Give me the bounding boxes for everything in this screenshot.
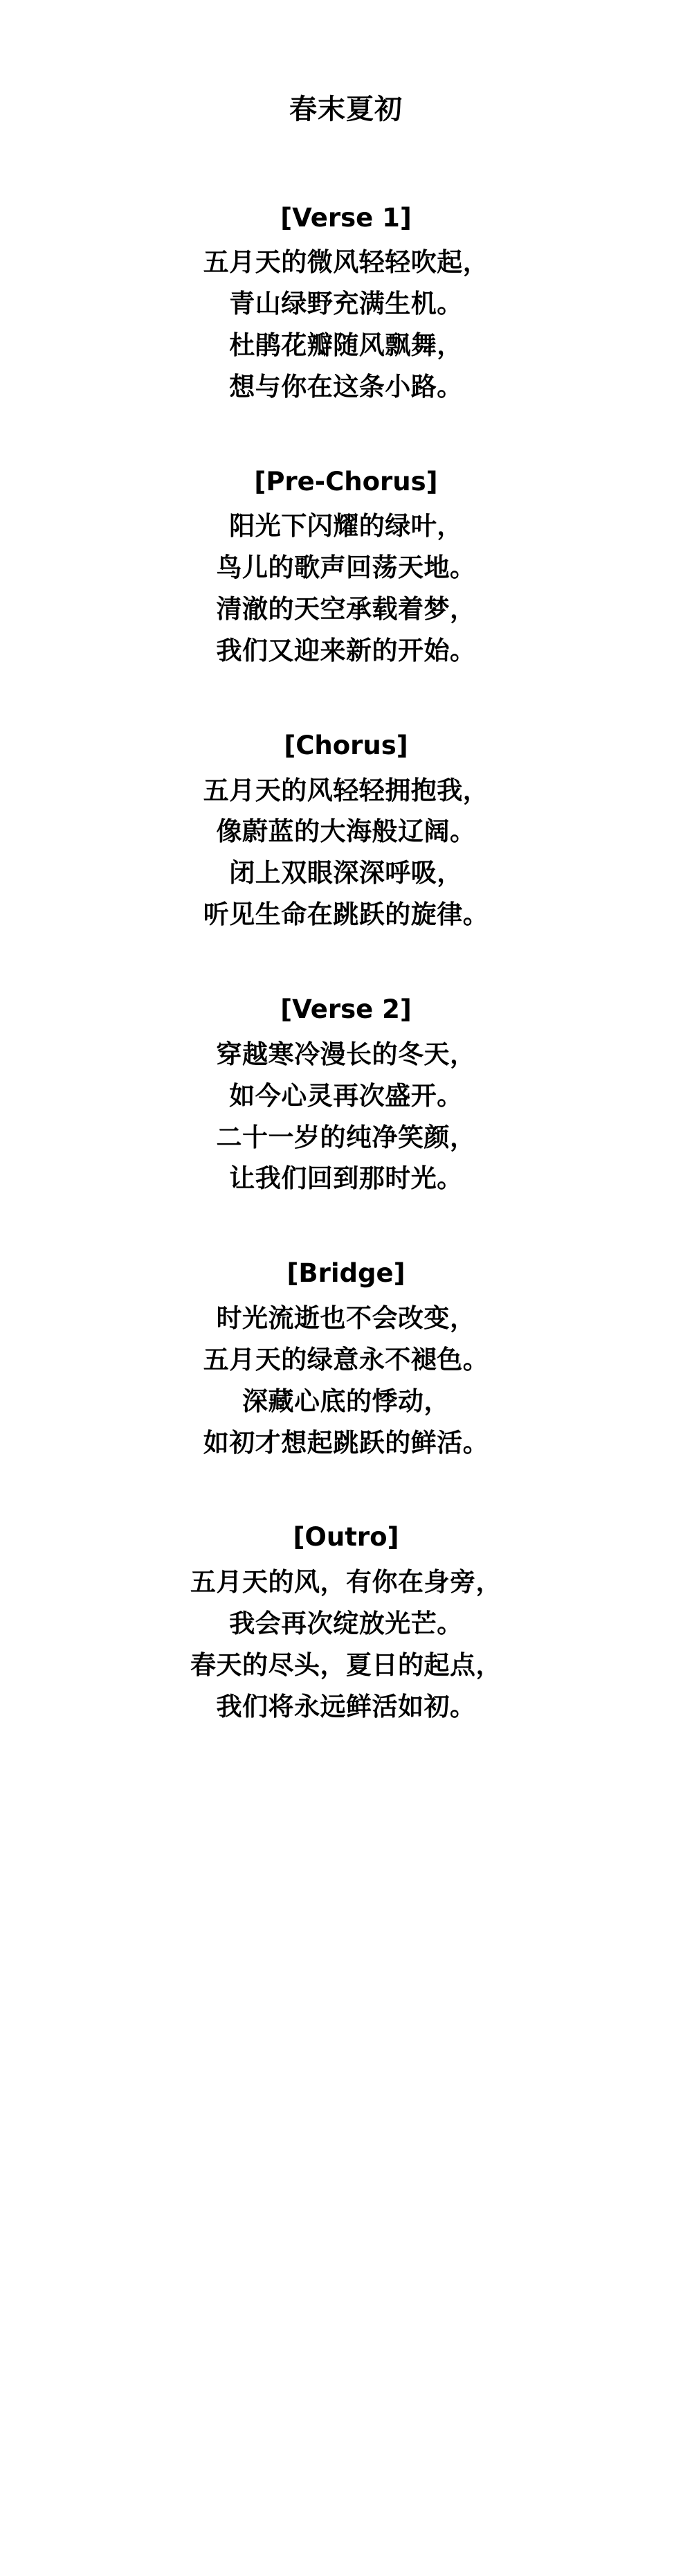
lyric-line: 我会再次绽放光芒。: [229, 1608, 463, 1638]
lyric-line: 时光流逝也不会改变，: [216, 1303, 476, 1333]
lyric-line: 清澈的天空承载着梦，: [216, 594, 476, 625]
lyrics-section: [42, 990, 650, 1199]
lyric-line: 阳光下闪耀的绿叶，: [229, 511, 463, 542]
lyric-line: 穿越寒冷漫长的冬天，: [216, 1039, 476, 1069]
lyric-line: 我们将永远鲜活如初。: [216, 1691, 476, 1721]
lyric-line: 像蔚蓝的大海般辽阔。: [216, 816, 476, 847]
lyric-line: 杜鹃花瓣随风飘舞，: [229, 330, 463, 361]
lyrics-body: [42, 198, 650, 1728]
lyric-line: 如今心灵再次盛开。: [229, 1080, 463, 1111]
section-label: [Verse 2]: [280, 994, 412, 1025]
lyric-line: 青山绿野充满生机。: [229, 289, 463, 319]
lyric-line: 五月天的微风轻轻吹起，: [203, 247, 489, 278]
lyric-line: 五月天的风，有你在身旁，: [190, 1566, 502, 1597]
section-label: [Chorus]: [284, 731, 408, 761]
lyric-line: 闭上双眼深深呼吸，: [229, 858, 463, 888]
lyrics-section: [42, 198, 650, 408]
lyric-line: 春天的尽头，夏日的起点，: [190, 1649, 502, 1680]
lyrics-section: [42, 1253, 650, 1463]
lyrics-section: [42, 1517, 650, 1727]
lyric-line: 如初才想起跳跃的鲜活。: [203, 1427, 489, 1458]
lyric-line: 五月天的绿意永不褪色。: [203, 1344, 489, 1375]
lyric-line: 想与你在这条小路。: [229, 372, 463, 402]
lyric-line: 我们又迎来新的开始。: [216, 636, 476, 666]
section-label: [Bridge]: [286, 1258, 406, 1289]
page-title: 春末夏初: [289, 93, 403, 125]
lyric-line: 深藏心底的悸动，: [242, 1386, 450, 1416]
section-label: [Outro]: [293, 1522, 399, 1553]
lyric-line: 让我们回到那时光。: [229, 1163, 463, 1194]
lyrics-section: [42, 462, 650, 672]
lyrics-section: [42, 726, 650, 936]
lyric-line: 听见生命在跳跃的旋律。: [203, 900, 489, 930]
lyric-line: 二十一岁的纯净笑颜，: [216, 1122, 476, 1152]
section-label: [Verse 1]: [280, 203, 412, 233]
lyric-line: 鸟儿的歌声回荡天地。: [216, 553, 476, 583]
section-label: [Pre-Chorus]: [254, 467, 438, 497]
lyric-line: 五月天的风轻轻拥抱我，: [203, 775, 489, 805]
